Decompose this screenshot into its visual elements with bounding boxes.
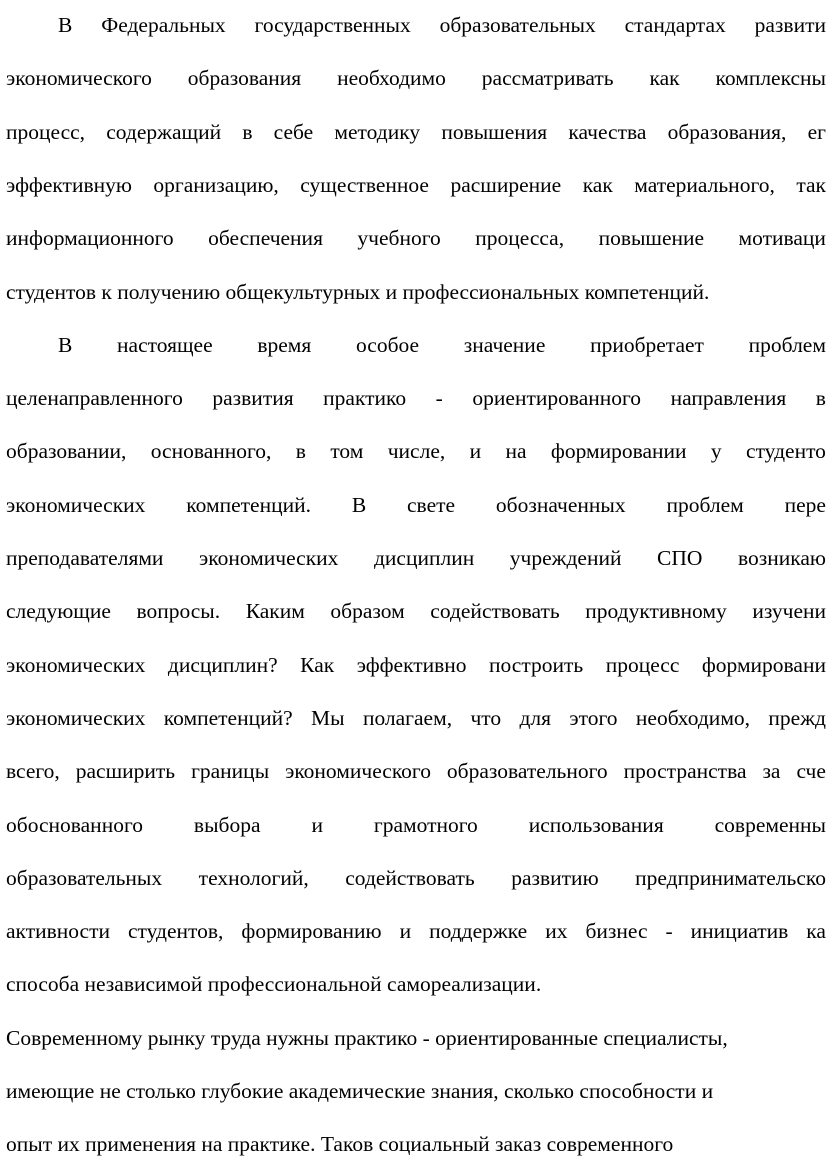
text-line: эффективную организацию, существенное расширение как материального, так	[6, 172, 826, 197]
text-line: экономического образования необходимо рассматривать как комплексны	[6, 66, 826, 91]
text-line: следующие вопросы. Каким образом содействовать продуктивному изучени	[6, 599, 826, 624]
text-line: Современному рынку труда нужны практико - ориентированные специалисты,	[6, 1025, 728, 1050]
text-line: образовании, основанного, в том числе, и на формировании у студенто	[6, 439, 826, 464]
text-line: всего, расширить границы экономического образовательного пространства за сче	[6, 759, 826, 784]
text-line: информационного обеспечения учебного процесса, повышение мотиваци	[6, 226, 826, 251]
text-line: экономических дисциплин? Как эффективно построить процесс формировани	[6, 652, 826, 677]
text-line: преподавателями экономических дисциплин учреждений СПО возникаю	[6, 546, 826, 570]
text-line: опыт их применения на практике. Таков социальный заказ современного	[6, 1132, 674, 1157]
text-line: активности студентов, формированию и поддержке их бизнес - инициатив ка	[6, 919, 826, 944]
text-line: студентов к получению общекультурных и профессиональных компетенций.	[6, 279, 710, 304]
text-line: В настоящее время особое значение приобретает проблем	[58, 332, 826, 357]
text-line: экономических компетенций? Мы полагаем, что для этого необходимо, прежд	[6, 705, 826, 730]
text-line: целенаправленного развития практико - ориентированного направления в	[6, 386, 826, 411]
text-line: способа независимой профессиональной самореализации.	[6, 972, 542, 997]
text-line: образовательных технологий, содействовать развитию предпринимательско	[6, 865, 826, 890]
text-line: обоснованного выбора и грамотного использования современны	[6, 812, 826, 837]
text-line: процесс, содержащий в себе методику повышения качества образования, ег	[6, 119, 826, 144]
text-line: В Федеральных государственных образовательных стандартах развити	[58, 13, 826, 37]
text-line: экономических компетенций. В свете обозначенных проблем пере	[6, 492, 826, 517]
text-line: имеющие не столько глубокие академические знания, сколько способности и	[6, 1079, 714, 1103]
